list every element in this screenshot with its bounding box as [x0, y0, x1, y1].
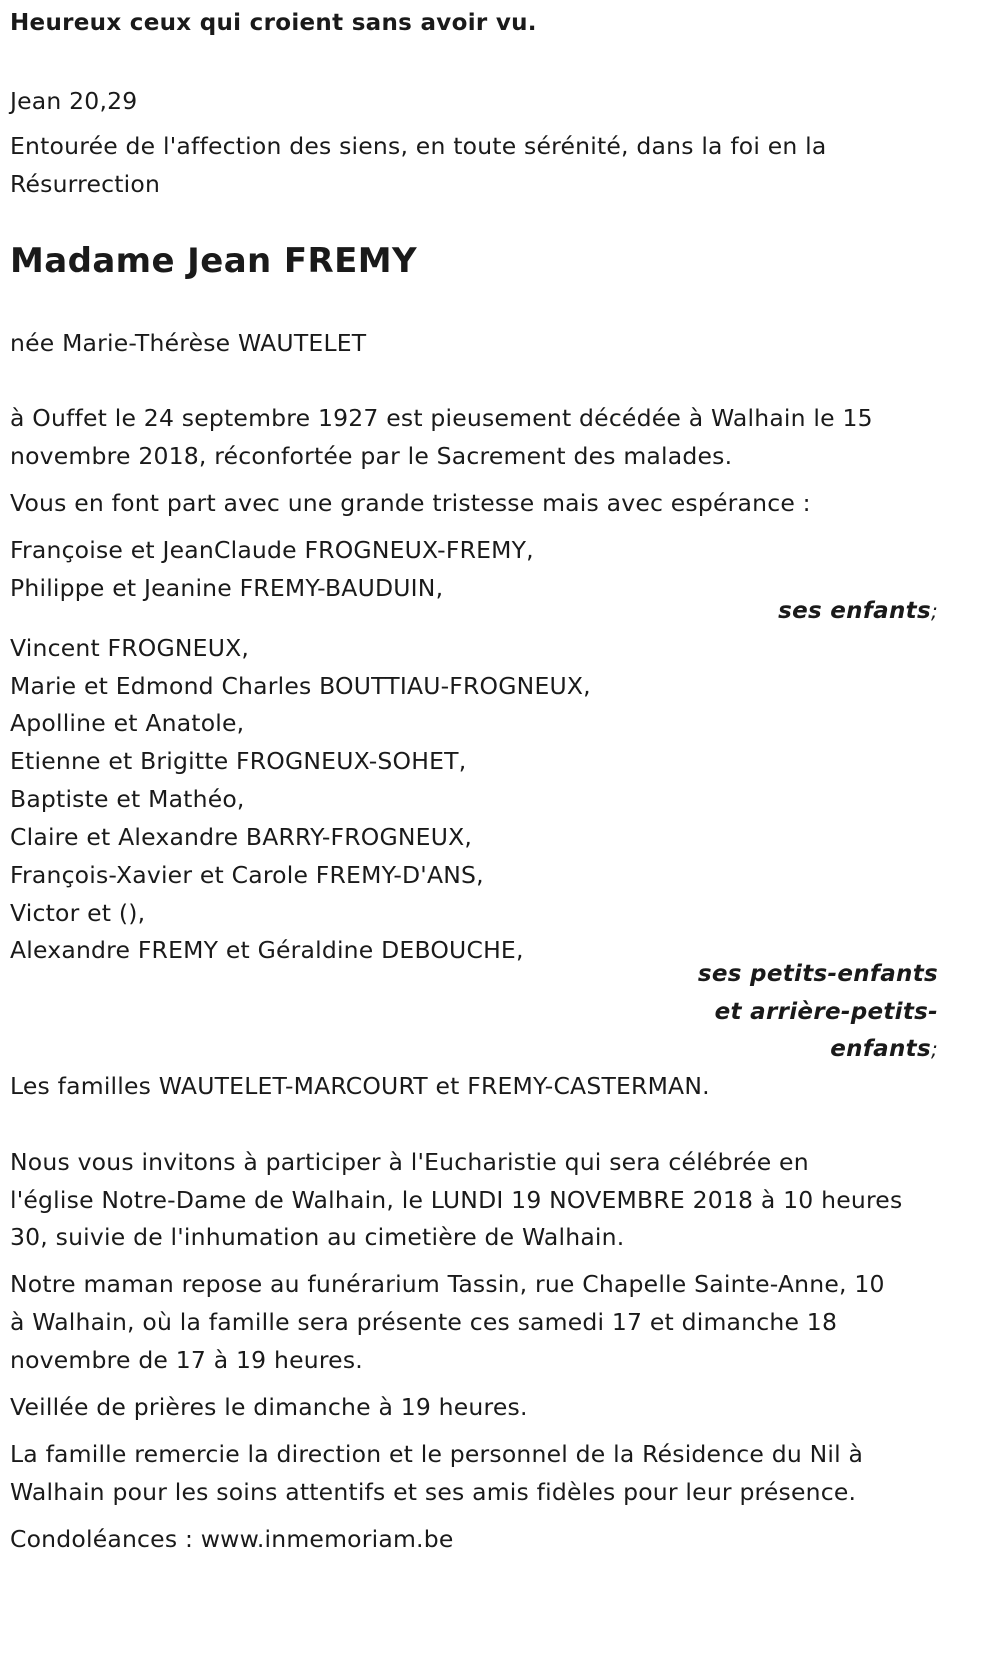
ceremony-line: Nous vous invitons à participer à l'Eucharistie qui sera célébrée en — [10, 1148, 809, 1176]
grandchildren-label-text: enfants — [830, 1036, 931, 1062]
death-text-line: à Ouffet le 24 septembre 1927 est pieusement décédée à Walhain le 15 — [10, 404, 873, 432]
grandchild-entry: Vincent FROGNEUX, — [10, 634, 250, 662]
verse-reference: Jean 20,29 — [10, 87, 138, 115]
intro-line: Entourée de l'affection des siens, en toute sérénité, dans la foi en la — [10, 132, 827, 160]
grandchild-entry: François-Xavier et Carole FREMY-D'ANS, — [10, 861, 484, 889]
condolences: Condoléances : www.inmemoriam.be — [10, 1525, 454, 1553]
semicolon: ; — [930, 1037, 938, 1061]
thanks-line: Walhain pour les soins attentifs et ses amis fidèles pour leur présence. — [10, 1478, 857, 1506]
funerarium-line: à Walhain, où la famille sera présente ces samedi 17 et dimanche 18 — [10, 1308, 838, 1336]
child-entry: Philippe et Jeanine FREMY-BAUDUIN, — [10, 574, 444, 602]
funerarium-line: novembre de 17 à 19 heures. — [10, 1346, 363, 1374]
children-label-text: ses enfants — [778, 598, 931, 624]
grandchildren-relation-label — [830, 1034, 938, 1064]
obituary-notice — [10, 0, 990, 1657]
thanks-line: La famille remercie la direction et le personnel de la Résidence du Nil à — [10, 1440, 864, 1468]
grandchild-entry: Apolline et Anatole, — [10, 709, 245, 737]
grandchild-entry: Marie et Edmond Charles BOUTTIAU-FROGNEUX, — [10, 672, 591, 700]
child-entry: Françoise et JeanClaude FROGNEUX-FREMY, — [10, 536, 534, 564]
ceremony-line: 30, suivie de l'inhumation au cimetière de Walhain. — [10, 1223, 625, 1251]
deceased-name: Madame Jean FREMY — [10, 241, 417, 281]
grandchild-entry: Claire et Alexandre BARRY-FROGNEUX, — [10, 823, 473, 851]
semicolon: ; — [930, 599, 938, 623]
grandchild-entry: Alexandre FREMY et Géraldine DEBOUCHE, — [10, 936, 524, 964]
grandchild-entry: Etienne et Brigitte FROGNEUX-SOHET, — [10, 747, 467, 775]
funerarium-line: Notre maman repose au funérarium Tassin, rue Chapelle Sainte-Anne, 10 — [10, 1270, 885, 1298]
birth-name: née Marie-Thérèse WAUTELET — [10, 329, 367, 357]
vigil: Veillée de prières le dimanche à 19 heures. — [10, 1393, 528, 1421]
grandchild-entry: Victor et (), — [10, 899, 146, 927]
grandchild-entry: Baptiste et Mathéo, — [10, 785, 245, 813]
death-text-line: novembre 2018, réconfortée par le Sacrement des malades. — [10, 442, 733, 470]
ceremony-line: l'église Notre-Dame de Walhain, le LUNDI 19 NOVEMBRE 2018 à 10 heures — [10, 1186, 903, 1214]
epigraph: Heureux ceux qui croient sans avoir vu. — [10, 10, 537, 36]
families: Les familles WAUTELET-MARCOURT et FREMY-CASTERMAN. — [10, 1072, 710, 1100]
grandchildren-label-line: ses petits-enfants — [697, 961, 938, 987]
grandchildren-label-line: et arrière-petits- — [714, 999, 938, 1025]
announcement: Vous en font part avec une grande tristesse mais avec espérance : — [10, 489, 811, 517]
intro-line: Résurrection — [10, 170, 161, 198]
children-relation-label — [778, 596, 938, 626]
